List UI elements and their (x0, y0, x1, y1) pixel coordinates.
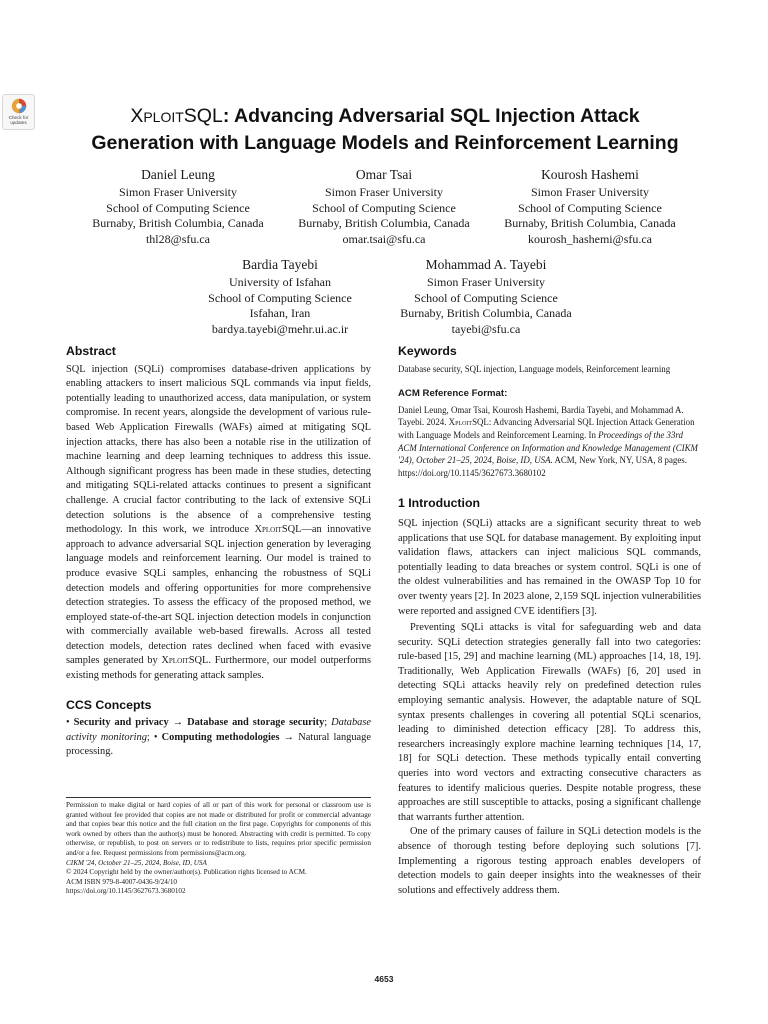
author-block (480, 166, 700, 247)
copyright-text: © 2024 Copyright held by the owner/author(s). Publication rights licensed to ACM. (66, 868, 307, 877)
keywords-heading: Keywords (398, 344, 457, 358)
author-email[interactable]: bardya.tayebi@mehr.ui.ac.ir (211, 321, 349, 336)
author-department: School of Computing Science (106, 200, 250, 215)
acm-ref-text: Daniel Leung, Omar Tsai, Kourosh Hashemi, Bardia Tayebi, and Mohammad A. Tayebi. 2024. XploitSQL: Advancing Adversarial SQL Injection Attack Generation with Language Models and Reinforcement Learning. In Proceedings of the 33rd ACM International Conference on Information and Knowledge Management (CIKM '24), October 21–25, 2024, Boise, ID, USA. ACM, New York, NY, USA, 8 pages. https://doi.org/10.1145/3627673.3680102 (398, 404, 698, 478)
acm-ref-brand: XploitSQL (448, 417, 489, 428)
author-affiliation: Simon Fraser University (119, 185, 237, 199)
intro-heading: 1 Introduction (398, 496, 480, 511)
title-brand: XploitSQL (130, 105, 223, 127)
isbn-text: ACM ISBN 979-8-4007-0436-9/24/10 (66, 877, 178, 886)
author-name: Daniel Leung (141, 167, 215, 182)
author-name: Mohammad A. Tayebi (425, 257, 547, 272)
author-location: Burnaby, British Columbia, Canada (298, 216, 470, 230)
author-location: Isfahan, Iran (249, 306, 311, 320)
abstract-text: SQL injection (SQLi) compromises database-driven applications by enabling attackers to insert malicious SQL commands via input fields, potentially leading to unauthorized access, data manipulation, or system compromise. In recent years, alongside the development of various rule-based Web Application Firewalls (WAFs) aimed at mitigating SQL injection attacks, there has also been a notable rise in the utilization of machine learning and deep learning techniques to address this issue. Although significant progress has been made in these studies, detecting and mitigating SQLi-related attacks continues to present a significant challenge. A crucial factor contributing to the lack of extensive SQLi detection solutions is the absence of a comprehensive testing methodology. In this work, we introduce XploitSQL—an innovative approach to advance adversarial SQL injection generation by leveraging language models and reinforcement learning. Our model is trained to produce evasive SQLi samples, enhancing the robustness of SQLi detection models and offering opportunities for more comprehensive detection strategies. To assess the efficacy of the proposed method, we employed state-of-the-art SQL injection detection models in conjunction with commercially available web-based firewalls. Across all tested detection models, detection rates declined when faced with evasive samples generated by XploitSQL. Furthermore, our model outperforms existing methods for generating attack samples. (66, 363, 371, 682)
ccs-text: • Security and privacy → Database and storage security; Database activity monitoring; • Computing methodologies → Natural language processing. (66, 717, 371, 758)
permission-text: Permission to make digital or hard copies of all or part of this work for personal or classroom use is granted without fee provided that copies are not made or distributed for profit or commercial advantage and that copies bear this notice and the full citation on the first page. Copyrights for components of this work owned by others than the author(s) must be honored. Abstracting with credit is permitted. To copy otherwise, or republish, to post on servers or to redistribute to lists, requires prior specific permission and/or a fee. Request permissions from permissions@acm.org. (66, 801, 371, 857)
badge-label-line2: updates (10, 120, 27, 125)
author-email[interactable]: thl28@sfu.ca (145, 231, 211, 246)
author-location: Burnaby, British Columbia, Canada (92, 216, 264, 230)
page-number: 4653 (374, 974, 394, 984)
left-column (66, 344, 371, 760)
right-column (398, 344, 701, 898)
author-email[interactable]: tayebi@sfu.ca (451, 321, 521, 336)
abstract-brand: XploitSQL (161, 655, 209, 667)
author-department: School of Computing Science (518, 200, 662, 215)
intro-paragraph: SQL injection (SQLi) attacks are a significant security threat to web applications that use SQL for database management. By exploiting input validation flaws, attackers can inject malicious SQL commands, potentially leading to data breaches or system control. SQLi is one of the oldest vulnerabilities and has remained in the OWASP Top 10 for over twenty years [2]. In 2023 alone, 2,159 SQL injection vulnerabilities were reported and assigned CVE identifiers [3]. (398, 517, 701, 617)
author-name: Omar Tsai (355, 167, 413, 182)
author-email[interactable]: kourosh_hashemi@sfu.ca (527, 231, 653, 246)
author-block (68, 166, 288, 247)
acm-ref-heading: ACM Reference Format: (398, 388, 508, 400)
author-location: Burnaby, British Columbia, Canada (400, 306, 572, 320)
author-block (274, 166, 494, 247)
author-department: School of Computing Science (414, 290, 558, 305)
author-block (376, 256, 596, 337)
author-block (170, 256, 390, 337)
title-line1: : Advancing Adversarial SQL Injection Attack (222, 105, 640, 127)
keywords-text: Database security, SQL injection, Language models, Reinforcement learning (398, 363, 671, 374)
author-affiliation: University of Isfahan (229, 275, 331, 289)
author-email[interactable]: omar.tsai@sfu.ca (342, 231, 426, 246)
check-for-updates-icon (10, 97, 28, 115)
author-department: School of Computing Science (312, 200, 456, 215)
author-affiliation: Simon Fraser University (325, 185, 443, 199)
intro-paragraph: Preventing SQLi attacks is vital for safeguarding web and data security. SQLi detection strategies generally fall into two categories: rule-based [15, 29] and machine learning (ML) approaches [14, 18, 19]. Traditionally, Web Application Firewalls (WAFs) [6, 20] used in detecting SQLi attacks heavily rely on predefined detection rules employing semantic analysis. However, the adaptable nature of SQL syntax presents challenges in covering all potential SQLi scenarios, leading to diminished detection efficacy [28]. To address this, researchers increasingly explore machine learning techniques [14, 17, 18] for SQLi detection. These methods typically entail converting queries into word vectors and extracting consecutive characters as features to identify malicious queries. Despite notable progress, these approaches are still susceptible to attacks, posing a significant challenge that warrants further attention. (398, 622, 701, 823)
author-name: Kourosh Hashemi (541, 167, 639, 182)
author-affiliation: Simon Fraser University (427, 275, 545, 289)
badge-label-line1: Check for (8, 115, 29, 120)
abstract-brand: XploitSQL (254, 524, 302, 536)
author-name: Bardia Tayebi (242, 257, 318, 272)
author-department: School of Computing Science (208, 290, 352, 305)
intro-paragraph: One of the primary causes of failure in SQLi detection models is the absence of thorough testing before deploying such solutions [7]. Implementing a rigorous testing approach enables developers of detection models to gain deeper insights into the weaknesses of their solutions and effectively address them. (398, 826, 701, 896)
author-location: Burnaby, British Columbia, Canada (504, 216, 676, 230)
check-for-updates-badge[interactable] (2, 94, 35, 130)
doi-link[interactable]: https://doi.org/10.1145/3627673.3680102 (66, 887, 186, 896)
paper-title (40, 103, 730, 157)
ccs-heading: CCS Concepts (66, 697, 152, 712)
copyright-footnote (66, 797, 371, 897)
abstract-heading: Abstract (66, 344, 116, 358)
title-line2: Generation with Language Models and Reinforcement Learning (91, 132, 679, 154)
venue-text: CIKM '24, October 21–25, 2024, Boise, ID, USA (66, 858, 207, 867)
author-affiliation: Simon Fraser University (531, 185, 649, 199)
